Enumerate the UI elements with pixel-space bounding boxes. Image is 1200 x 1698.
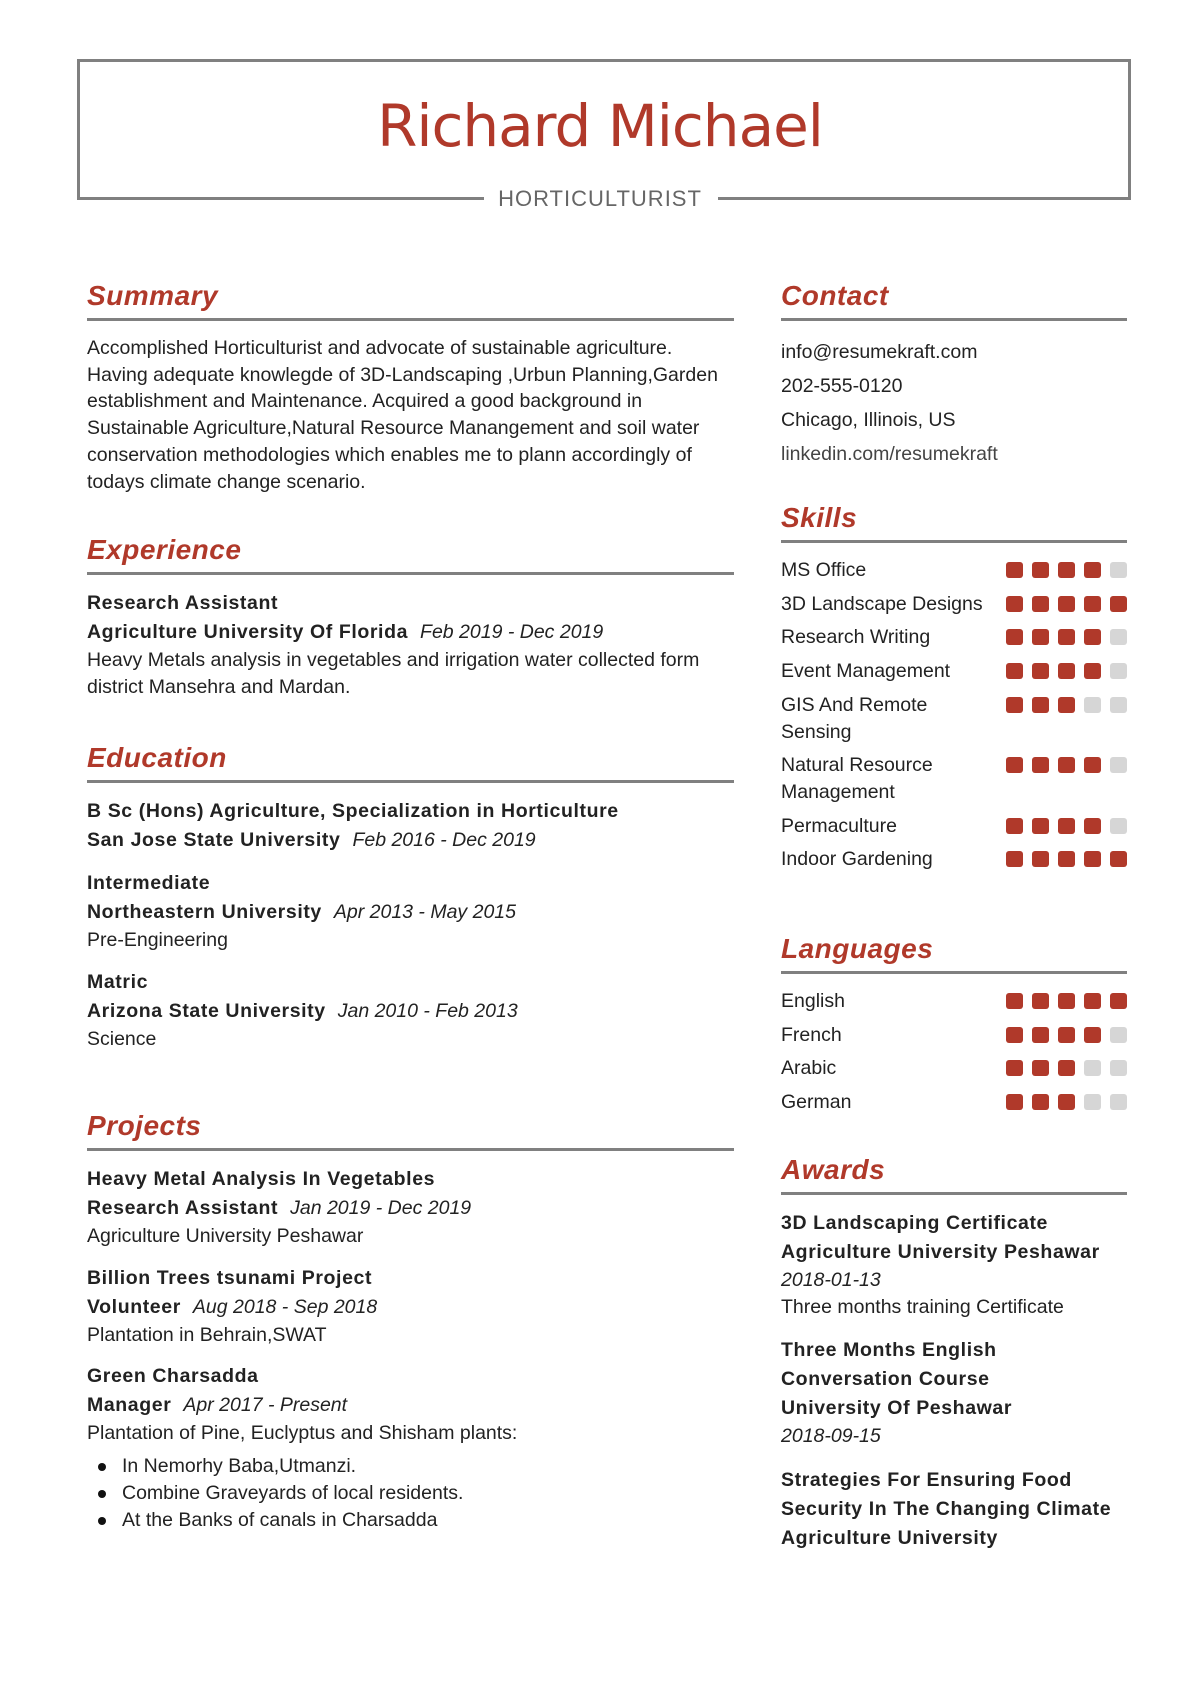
rating-dot-filled bbox=[1058, 1060, 1075, 1076]
skill-row bbox=[781, 752, 1127, 805]
rating-dot-filled bbox=[1058, 851, 1075, 867]
rating-dot-filled bbox=[1084, 757, 1101, 773]
rating-dot-empty bbox=[1110, 562, 1127, 578]
rating-dot-filled bbox=[1032, 818, 1049, 834]
dates: Feb 2016 - Dec 2019 bbox=[352, 829, 536, 851]
contact-location: Chicago, Illinois, US bbox=[781, 409, 956, 431]
project-item bbox=[87, 1362, 734, 1533]
education-item bbox=[87, 869, 734, 954]
project-name: Heavy Metal Analysis In Vegetables bbox=[87, 1168, 436, 1190]
rating-dot-filled bbox=[1084, 851, 1101, 867]
role: Manager bbox=[87, 1394, 172, 1417]
school-name: Northeastern University bbox=[87, 901, 322, 923]
experience-section bbox=[87, 534, 734, 714]
projects-section bbox=[87, 1110, 734, 1547]
awards-section bbox=[781, 1154, 1127, 1569]
rating-dot-empty bbox=[1084, 1094, 1101, 1110]
rating-dot-filled bbox=[1032, 1060, 1049, 1076]
rating-dots bbox=[1006, 596, 1127, 612]
contact-linkedin[interactable]: linkedin.com/resumekraft bbox=[781, 443, 998, 465]
rating-dot-filled bbox=[1084, 993, 1101, 1009]
rating-dot-filled bbox=[1006, 818, 1023, 834]
dates: Jan 2010 - Feb 2013 bbox=[337, 999, 518, 1022]
skill-row bbox=[781, 658, 1127, 685]
language-row bbox=[781, 1055, 1127, 1082]
dates: Apr 2017 - Present bbox=[183, 1394, 348, 1417]
rating-dot-filled bbox=[1058, 629, 1075, 645]
skill-name: MS Office bbox=[781, 559, 867, 581]
rating-dot-empty bbox=[1084, 697, 1101, 713]
education-item bbox=[87, 968, 734, 1053]
degree: B Sc (Hons) Agriculture, Specialization in Horticulture bbox=[87, 800, 619, 822]
rating-dot-filled bbox=[1032, 757, 1049, 773]
skill-name: Indoor Gardening bbox=[781, 848, 933, 871]
rating-dot-empty bbox=[1110, 757, 1127, 773]
award-date: 2018-01-13 bbox=[781, 1269, 881, 1291]
skill-row bbox=[781, 591, 1127, 618]
bullet-item: In Nemorhy Baba,Utmanzi. bbox=[87, 1453, 734, 1480]
award-item bbox=[781, 1336, 1127, 1450]
role: Research Assistant bbox=[87, 592, 279, 614]
rating-dots bbox=[1006, 1027, 1127, 1043]
rating-dot-filled bbox=[1058, 663, 1075, 679]
contact-section bbox=[781, 280, 1127, 471]
dates: Feb 2019 - Dec 2019 bbox=[420, 621, 604, 643]
rating-dot-empty bbox=[1084, 1060, 1101, 1076]
rating-dot-filled bbox=[1110, 993, 1127, 1009]
skill-name: Event Management bbox=[781, 660, 951, 683]
rating-dot-empty bbox=[1110, 1060, 1127, 1076]
rating-dot-filled bbox=[1032, 562, 1049, 578]
awards-heading: Awards bbox=[781, 1154, 1127, 1195]
rating-dot-empty bbox=[1110, 818, 1127, 834]
rating-dot-filled bbox=[1032, 1027, 1049, 1043]
rating-dots bbox=[1006, 663, 1127, 679]
rating-dots bbox=[1006, 1094, 1127, 1110]
description: Plantation of Pine, Euclyptus and Shisham plants: bbox=[87, 1422, 518, 1445]
skill-name: Research Writing bbox=[781, 626, 931, 649]
award-org: University Of Peshawar bbox=[781, 1397, 1013, 1420]
rating-dot-filled bbox=[1058, 562, 1075, 578]
project-role bbox=[87, 1194, 734, 1223]
role: Research Assistant bbox=[87, 1197, 279, 1219]
rating-dot-filled bbox=[1006, 663, 1023, 679]
org-name: Agriculture University Of Florida bbox=[87, 621, 409, 643]
rating-dot-filled bbox=[1006, 851, 1023, 867]
award-item bbox=[781, 1466, 1127, 1553]
contact-email[interactable]: info@resumekraft.com bbox=[781, 341, 978, 363]
rating-dot-filled bbox=[1084, 1027, 1101, 1043]
rating-dot-filled bbox=[1032, 851, 1049, 867]
rating-dots bbox=[1006, 851, 1127, 867]
project-name: Green Charsadda bbox=[87, 1365, 259, 1388]
rating-dots bbox=[1006, 757, 1127, 773]
rating-dot-filled bbox=[1006, 1027, 1023, 1043]
rating-dots bbox=[1006, 993, 1127, 1009]
languages-section bbox=[781, 933, 1127, 1123]
rating-dot-filled bbox=[1006, 629, 1023, 645]
rating-dot-empty bbox=[1110, 1027, 1127, 1043]
dates: Jan 2019 - Dec 2019 bbox=[290, 1197, 472, 1219]
degree: Matric bbox=[87, 970, 149, 993]
description: Heavy Metals analysis in vegetables and irrigation water collected form district Mansehra and Mardan. bbox=[87, 649, 700, 698]
languages-list bbox=[781, 988, 1127, 1116]
school-name: Arizona State University bbox=[87, 999, 326, 1022]
project-item bbox=[87, 1165, 734, 1250]
skill-row bbox=[781, 846, 1127, 873]
skill-name: Permaculture bbox=[781, 814, 897, 837]
job-title bbox=[0, 186, 1200, 212]
language-name: German bbox=[781, 1091, 852, 1114]
rating-dot-filled bbox=[1032, 1094, 1049, 1110]
rating-dot-filled bbox=[1006, 1060, 1023, 1076]
dates: Apr 2013 - May 2015 bbox=[333, 901, 516, 923]
rating-dot-filled bbox=[1032, 629, 1049, 645]
skill-row bbox=[781, 557, 1127, 584]
project-role bbox=[87, 1293, 734, 1322]
rating-dot-filled bbox=[1084, 562, 1101, 578]
summary-text: Accomplished Horticulturist and advocate of sustainable agriculture. Having adequate knowlegde of 3D-Landscaping ,Urbun Planning,Garden establishment and Maintenance. Acquired a good background in Sustainable Agriculture,Natural Resource Manangement and soil water conservation methodologies which enables me to plann accordingly of todays climate change scenario. bbox=[87, 337, 718, 493]
description: Plantation in Behrain,SWAT bbox=[87, 1323, 327, 1346]
rating-dot-filled bbox=[1058, 993, 1075, 1009]
award-org: Agriculture University Peshawar bbox=[781, 1241, 1100, 1263]
language-row bbox=[781, 1089, 1127, 1116]
language-row bbox=[781, 1022, 1127, 1049]
rating-dot-filled bbox=[1110, 851, 1127, 867]
rating-dot-filled bbox=[1110, 596, 1127, 612]
summary-section bbox=[87, 280, 734, 495]
rating-dot-filled bbox=[1032, 993, 1049, 1009]
project-role bbox=[87, 1391, 734, 1420]
rating-dot-filled bbox=[1006, 596, 1023, 612]
language-name: Arabic bbox=[781, 1057, 837, 1080]
languages-heading: Languages bbox=[781, 933, 1127, 974]
rating-dots bbox=[1006, 562, 1127, 578]
rating-dot-filled bbox=[1006, 757, 1023, 773]
rating-dot-filled bbox=[1006, 993, 1023, 1009]
language-name: French bbox=[781, 1023, 842, 1046]
school bbox=[87, 826, 734, 855]
skill-row bbox=[781, 692, 1127, 745]
rating-dot-filled bbox=[1058, 1094, 1075, 1110]
project-name: Billion Trees tsunami Project bbox=[87, 1266, 373, 1289]
rating-dot-empty bbox=[1110, 1094, 1127, 1110]
skill-name: 3D Landscape Designs bbox=[781, 592, 983, 615]
rating-dot-filled bbox=[1084, 629, 1101, 645]
rating-dot-empty bbox=[1110, 629, 1127, 645]
rating-dot-filled bbox=[1058, 818, 1075, 834]
award-org: Agriculture University bbox=[781, 1527, 998, 1550]
rating-dot-filled bbox=[1058, 757, 1075, 773]
rating-dots bbox=[1006, 697, 1127, 713]
candidate-name: Richard Michael bbox=[377, 92, 823, 160]
projects-heading: Projects bbox=[87, 1110, 734, 1151]
award-title: 3D Landscaping Certificate bbox=[781, 1212, 1048, 1234]
rating-dot-filled bbox=[1032, 596, 1049, 612]
skills-heading: Skills bbox=[781, 502, 1127, 543]
rating-dots bbox=[1006, 629, 1127, 645]
skills-list bbox=[781, 557, 1127, 873]
summary-heading: Summary bbox=[87, 280, 734, 321]
rating-dot-filled bbox=[1084, 663, 1101, 679]
skill-row bbox=[781, 813, 1127, 840]
skill-name: Natural Resource Management bbox=[781, 754, 933, 803]
experience-heading: Experience bbox=[87, 534, 734, 575]
school bbox=[87, 898, 734, 927]
rating-dot-empty bbox=[1110, 663, 1127, 679]
language-row bbox=[781, 988, 1127, 1015]
rating-dot-filled bbox=[1084, 596, 1101, 612]
rating-dot-empty bbox=[1110, 697, 1127, 713]
job-title-text: HORTICULTURIST bbox=[484, 186, 716, 211]
skill-name: GIS And Remote Sensing bbox=[781, 693, 928, 743]
award-title: Strategies For Ensuring Food Security In The Changing Climate bbox=[781, 1469, 1112, 1521]
education-section bbox=[87, 742, 734, 1066]
skill-row bbox=[781, 624, 1127, 651]
rating-dots bbox=[1006, 818, 1127, 834]
language-name: English bbox=[781, 990, 845, 1012]
dates: Aug 2018 - Sep 2018 bbox=[192, 1295, 378, 1318]
rating-dot-filled bbox=[1006, 562, 1023, 578]
contact-heading: Contact bbox=[781, 280, 1127, 321]
experience-item bbox=[87, 589, 734, 700]
rating-dot-filled bbox=[1006, 697, 1023, 713]
rating-dot-filled bbox=[1032, 663, 1049, 679]
rating-dot-filled bbox=[1032, 697, 1049, 713]
rating-dot-filled bbox=[1058, 596, 1075, 612]
skills-section bbox=[781, 502, 1127, 880]
bullet-item: At the Banks of canals in Charsadda bbox=[87, 1507, 734, 1534]
org bbox=[87, 618, 734, 647]
note: Pre-Engineering bbox=[87, 929, 228, 951]
role: Volunteer bbox=[87, 1295, 181, 1318]
contact-phone: 202-555-0120 bbox=[781, 375, 903, 397]
degree: Intermediate bbox=[87, 872, 211, 894]
award-desc: Three months training Certificate bbox=[781, 1295, 1064, 1318]
school-name: San Jose State University bbox=[87, 829, 341, 851]
note: Science bbox=[87, 1027, 157, 1050]
rating-dots bbox=[1006, 1060, 1127, 1076]
education-item bbox=[87, 797, 734, 855]
project-item bbox=[87, 1264, 734, 1349]
bullet-item: Combine Graveyards of local residents. bbox=[87, 1480, 734, 1507]
description: Agriculture University Peshawar bbox=[87, 1225, 364, 1247]
education-heading: Education bbox=[87, 742, 734, 783]
rating-dot-filled bbox=[1058, 697, 1075, 713]
school bbox=[87, 997, 734, 1026]
award-title: Three Months English Conversation Course bbox=[781, 1339, 997, 1391]
bullet-list bbox=[87, 1453, 734, 1533]
rating-dot-filled bbox=[1084, 818, 1101, 834]
rating-dot-filled bbox=[1006, 1094, 1023, 1110]
award-item bbox=[781, 1209, 1127, 1320]
award-date: 2018-09-15 bbox=[781, 1425, 881, 1448]
rating-dot-filled bbox=[1058, 1027, 1075, 1043]
